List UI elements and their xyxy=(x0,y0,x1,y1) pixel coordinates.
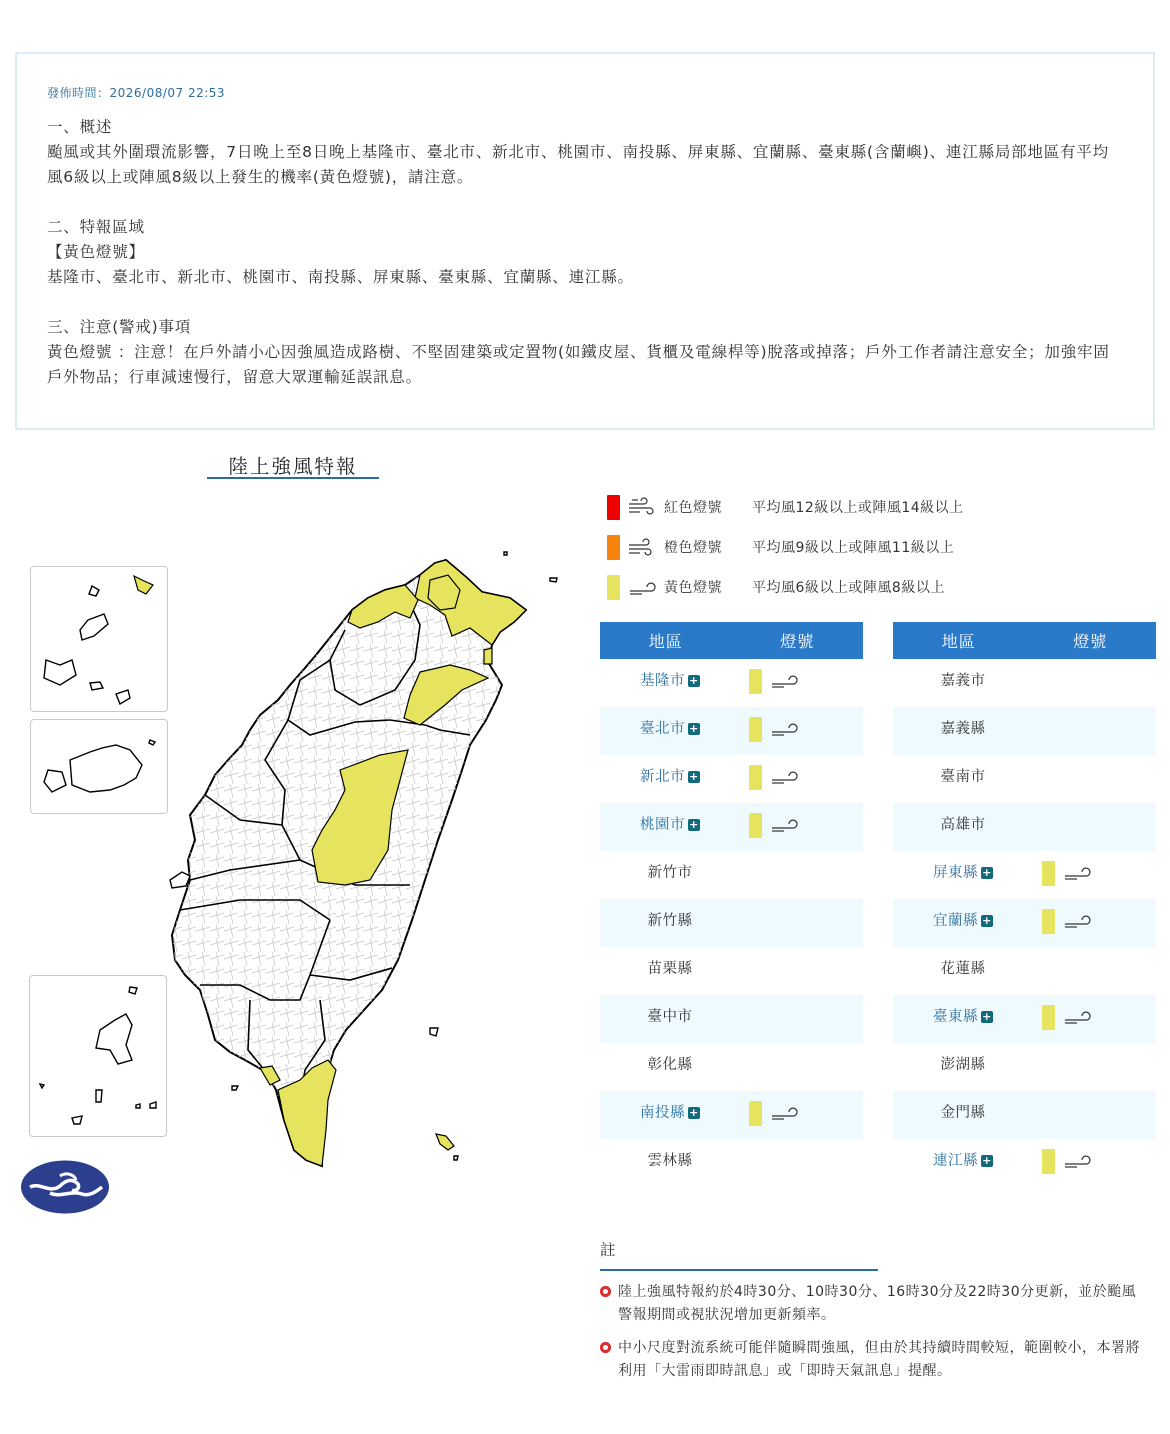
region-name: 彰化縣 xyxy=(647,1057,693,1073)
yellow-signal-swatch xyxy=(1042,1005,1055,1030)
signal-cell xyxy=(740,669,863,694)
legend-yellow-name: 黃色燈號 xyxy=(664,580,722,596)
bullet-icon xyxy=(600,1286,611,1297)
warning-notice-box xyxy=(15,52,1155,430)
signal-cell xyxy=(740,765,863,790)
region-name-cell xyxy=(600,861,740,882)
table-row[interactable] xyxy=(893,851,1156,899)
legend-row-red xyxy=(607,487,1127,527)
table-row[interactable] xyxy=(600,1091,863,1139)
yellow-signal-swatch xyxy=(749,717,762,742)
notice-body xyxy=(47,115,1123,390)
region-name: 新竹市 xyxy=(647,865,693,881)
region-name-cell xyxy=(600,1005,740,1026)
region-name-cell[interactable] xyxy=(893,861,1033,882)
region-table-right xyxy=(893,622,1156,1187)
yellow-signal-swatch xyxy=(1042,1149,1055,1174)
yellow-swatch xyxy=(607,575,620,600)
light-wind-icon xyxy=(770,718,798,742)
light-wind-icon xyxy=(770,814,798,838)
legend-orange-name: 橙色燈號 xyxy=(664,540,722,556)
table-header xyxy=(600,622,863,659)
region-name[interactable]: 桃園市 xyxy=(640,817,685,833)
table-row xyxy=(893,707,1156,755)
header-region: 地區 xyxy=(648,632,683,651)
region-name-cell[interactable] xyxy=(893,1005,1033,1026)
section-caution-title: 三、注意(警戒)事項 xyxy=(47,318,192,336)
header-region: 地區 xyxy=(941,632,976,651)
signal-cell xyxy=(1033,861,1156,886)
legend-orange-desc: 平均風9級以上或陣風11級以上 xyxy=(752,540,955,556)
region-name-cell xyxy=(893,765,1033,786)
region-name-cell[interactable] xyxy=(600,813,740,834)
table-row xyxy=(600,995,863,1043)
light-wind-icon xyxy=(770,670,798,694)
region-name: 嘉義市 xyxy=(940,673,986,689)
table-row[interactable] xyxy=(893,1139,1156,1187)
region-name-cell[interactable] xyxy=(600,765,740,786)
signal-cell xyxy=(740,1101,863,1126)
note-text: 中小尺度對流系統可能伴隨瞬間強風，但由於其持續時間較短，範圍較小，本署將利用「大雷雨即時訊息」或「即時天氣訊息」提醒。 xyxy=(618,1340,1140,1379)
table-row xyxy=(893,659,1156,707)
bullet-icon xyxy=(600,1342,611,1353)
strong-wind-icon xyxy=(628,497,658,517)
notes-title: 註 xyxy=(600,1238,878,1271)
light-wind-icon xyxy=(628,577,658,597)
note-item xyxy=(600,1281,1150,1327)
light-wind-icon xyxy=(1063,862,1091,886)
region-name-cell xyxy=(893,813,1033,834)
table-row[interactable] xyxy=(600,803,863,851)
region-name: 臺中市 xyxy=(647,1009,693,1025)
legend-red-desc: 平均風12級以上或陣風14級以上 xyxy=(752,500,964,516)
region-name[interactable]: 新北市 xyxy=(640,769,685,785)
expand-plus-icon[interactable]: + xyxy=(689,770,699,783)
region-name: 新竹縣 xyxy=(647,913,693,929)
yellow-signal-swatch xyxy=(749,1101,762,1126)
region-name: 金門縣 xyxy=(940,1105,986,1121)
region-name-cell xyxy=(600,1053,740,1074)
region-name-cell[interactable] xyxy=(600,717,740,738)
legend-row-yellow xyxy=(607,567,1127,607)
yellow-signal-swatch xyxy=(1042,861,1055,886)
section-overview-title: 一、概述 xyxy=(47,118,113,136)
region-name-cell[interactable] xyxy=(600,1101,740,1122)
section-area-title: 二、特報區域 xyxy=(47,218,145,236)
legend-red-name: 紅色燈號 xyxy=(664,500,722,516)
table-row[interactable] xyxy=(600,707,863,755)
expand-plus-icon[interactable]: + xyxy=(982,1010,992,1023)
table-body xyxy=(893,659,1156,1187)
region-name-cell[interactable] xyxy=(893,909,1033,930)
note-item xyxy=(600,1337,1150,1383)
region-name-cell xyxy=(893,717,1033,738)
section-area-signal: 【黃色燈號】 xyxy=(47,243,145,261)
region-name-cell xyxy=(600,1149,740,1170)
expand-plus-icon[interactable]: + xyxy=(689,818,699,831)
medium-wind-icon xyxy=(628,537,658,557)
table-row xyxy=(600,1043,863,1091)
table-body xyxy=(600,659,863,1187)
signal-legend xyxy=(607,487,1127,607)
region-name: 嘉義縣 xyxy=(940,721,986,737)
region-name-cell xyxy=(893,957,1033,978)
expand-plus-icon[interactable]: + xyxy=(689,674,699,687)
signal-cell xyxy=(1033,1005,1156,1030)
yellow-signal-swatch xyxy=(749,669,762,694)
expand-plus-icon[interactable]: + xyxy=(982,1154,992,1167)
region-name: 高雄市 xyxy=(940,817,986,833)
signal-cell xyxy=(1033,1149,1156,1174)
region-name[interactable]: 宜蘭縣 xyxy=(933,913,978,929)
table-row xyxy=(893,947,1156,995)
table-row[interactable] xyxy=(893,995,1156,1043)
section-area-text: 基隆市、臺北市、新北市、桃園市、南投縣、屏東縣、臺東縣、宜蘭縣、連江縣。 xyxy=(47,268,634,286)
signal-cell xyxy=(740,813,863,838)
keelung-east xyxy=(484,648,492,664)
table-row xyxy=(600,899,863,947)
matsu-island xyxy=(134,576,153,594)
signal-cell xyxy=(1033,909,1156,934)
taiwan-map[interactable] xyxy=(0,480,600,1240)
region-table-left xyxy=(600,622,863,1187)
yellow-signal-swatch xyxy=(1042,909,1055,934)
region-name: 雲林縣 xyxy=(647,1153,693,1169)
region-name[interactable]: 臺東縣 xyxy=(933,1009,978,1025)
red-swatch xyxy=(607,495,620,520)
region-name: 臺南市 xyxy=(940,769,986,785)
table-row[interactable] xyxy=(600,755,863,803)
section-overview-text: 颱風或其外圍環流影響，7日晚上至8日晚上基隆市、臺北市、新北市、桃園市、南投縣、屏東縣、宜蘭縣、臺東縣(含蘭嶼)、連江縣局部地區有平均風6級以上或陣風8級以上發生的機率(黃色燈號)，請注意。 xyxy=(47,143,1109,186)
note-text: 陸上強風特報約於4時30分、10時30分、16時30分及22時30分更新，並於颱風警報期間或視狀況增加更新頻率。 xyxy=(618,1284,1137,1323)
region-name[interactable]: 基隆市 xyxy=(640,673,685,689)
region-name-cell xyxy=(600,909,740,930)
light-wind-icon xyxy=(1063,1006,1091,1030)
table-row xyxy=(893,803,1156,851)
lanyu-island xyxy=(436,1134,454,1150)
region-name[interactable]: 臺北市 xyxy=(640,721,685,737)
agency-logo xyxy=(20,1160,110,1214)
table-row xyxy=(893,755,1156,803)
yellow-signal-swatch xyxy=(749,765,762,790)
region-name[interactable]: 南投縣 xyxy=(640,1105,685,1121)
region-name: 花蓮縣 xyxy=(940,961,986,977)
legend-row-orange xyxy=(607,527,1127,567)
light-wind-icon xyxy=(1063,910,1091,934)
table-row[interactable] xyxy=(600,659,863,707)
light-wind-icon xyxy=(1063,1150,1091,1174)
map-title: 陸上強風特報 xyxy=(207,451,379,479)
region-name-cell xyxy=(893,1053,1033,1074)
expand-plus-icon[interactable]: + xyxy=(689,722,699,735)
expand-plus-icon[interactable]: + xyxy=(982,914,992,927)
legend-yellow-desc: 平均風6級以上或陣風8級以上 xyxy=(752,580,945,596)
table-row xyxy=(893,1091,1156,1139)
region-name-cell xyxy=(893,1101,1033,1122)
region-name-cell xyxy=(893,669,1033,690)
table-header xyxy=(893,622,1156,659)
section-caution-text: 黃色燈號 ：注意！在戶外請小心因強風造成路樹、不堅固建築或定置物(如鐵皮屋、貨櫃及電線桿等)脫落或掉落；戶外工作者請注意安全；加強牢固戶外物品；行車減速慢行，留意大眾運輸延誤訊息。 xyxy=(47,343,1110,386)
table-row xyxy=(600,1139,863,1187)
region-name-cell xyxy=(600,957,740,978)
light-wind-icon xyxy=(770,766,798,790)
region-name[interactable]: 屏東縣 xyxy=(933,865,978,881)
table-row xyxy=(893,1043,1156,1091)
header-signal: 燈號 xyxy=(780,632,815,651)
yellow-signal-swatch xyxy=(749,813,762,838)
region-name-cell[interactable] xyxy=(600,669,740,690)
expand-plus-icon[interactable]: + xyxy=(982,866,992,879)
region-name-cell[interactable] xyxy=(893,1149,1033,1170)
region-name: 苗栗縣 xyxy=(647,961,693,977)
light-wind-icon xyxy=(770,1102,798,1126)
orange-swatch xyxy=(607,535,620,560)
table-row[interactable] xyxy=(893,899,1156,947)
region-name[interactable]: 連江縣 xyxy=(933,1153,978,1169)
publish-time: 發佈時間：2026/08/07 22:53 xyxy=(47,86,226,100)
header-signal: 燈號 xyxy=(1073,632,1108,651)
region-name: 澎湖縣 xyxy=(940,1057,986,1073)
expand-plus-icon[interactable]: + xyxy=(689,1106,699,1119)
table-row xyxy=(600,851,863,899)
signal-cell xyxy=(740,717,863,742)
table-row xyxy=(600,947,863,995)
